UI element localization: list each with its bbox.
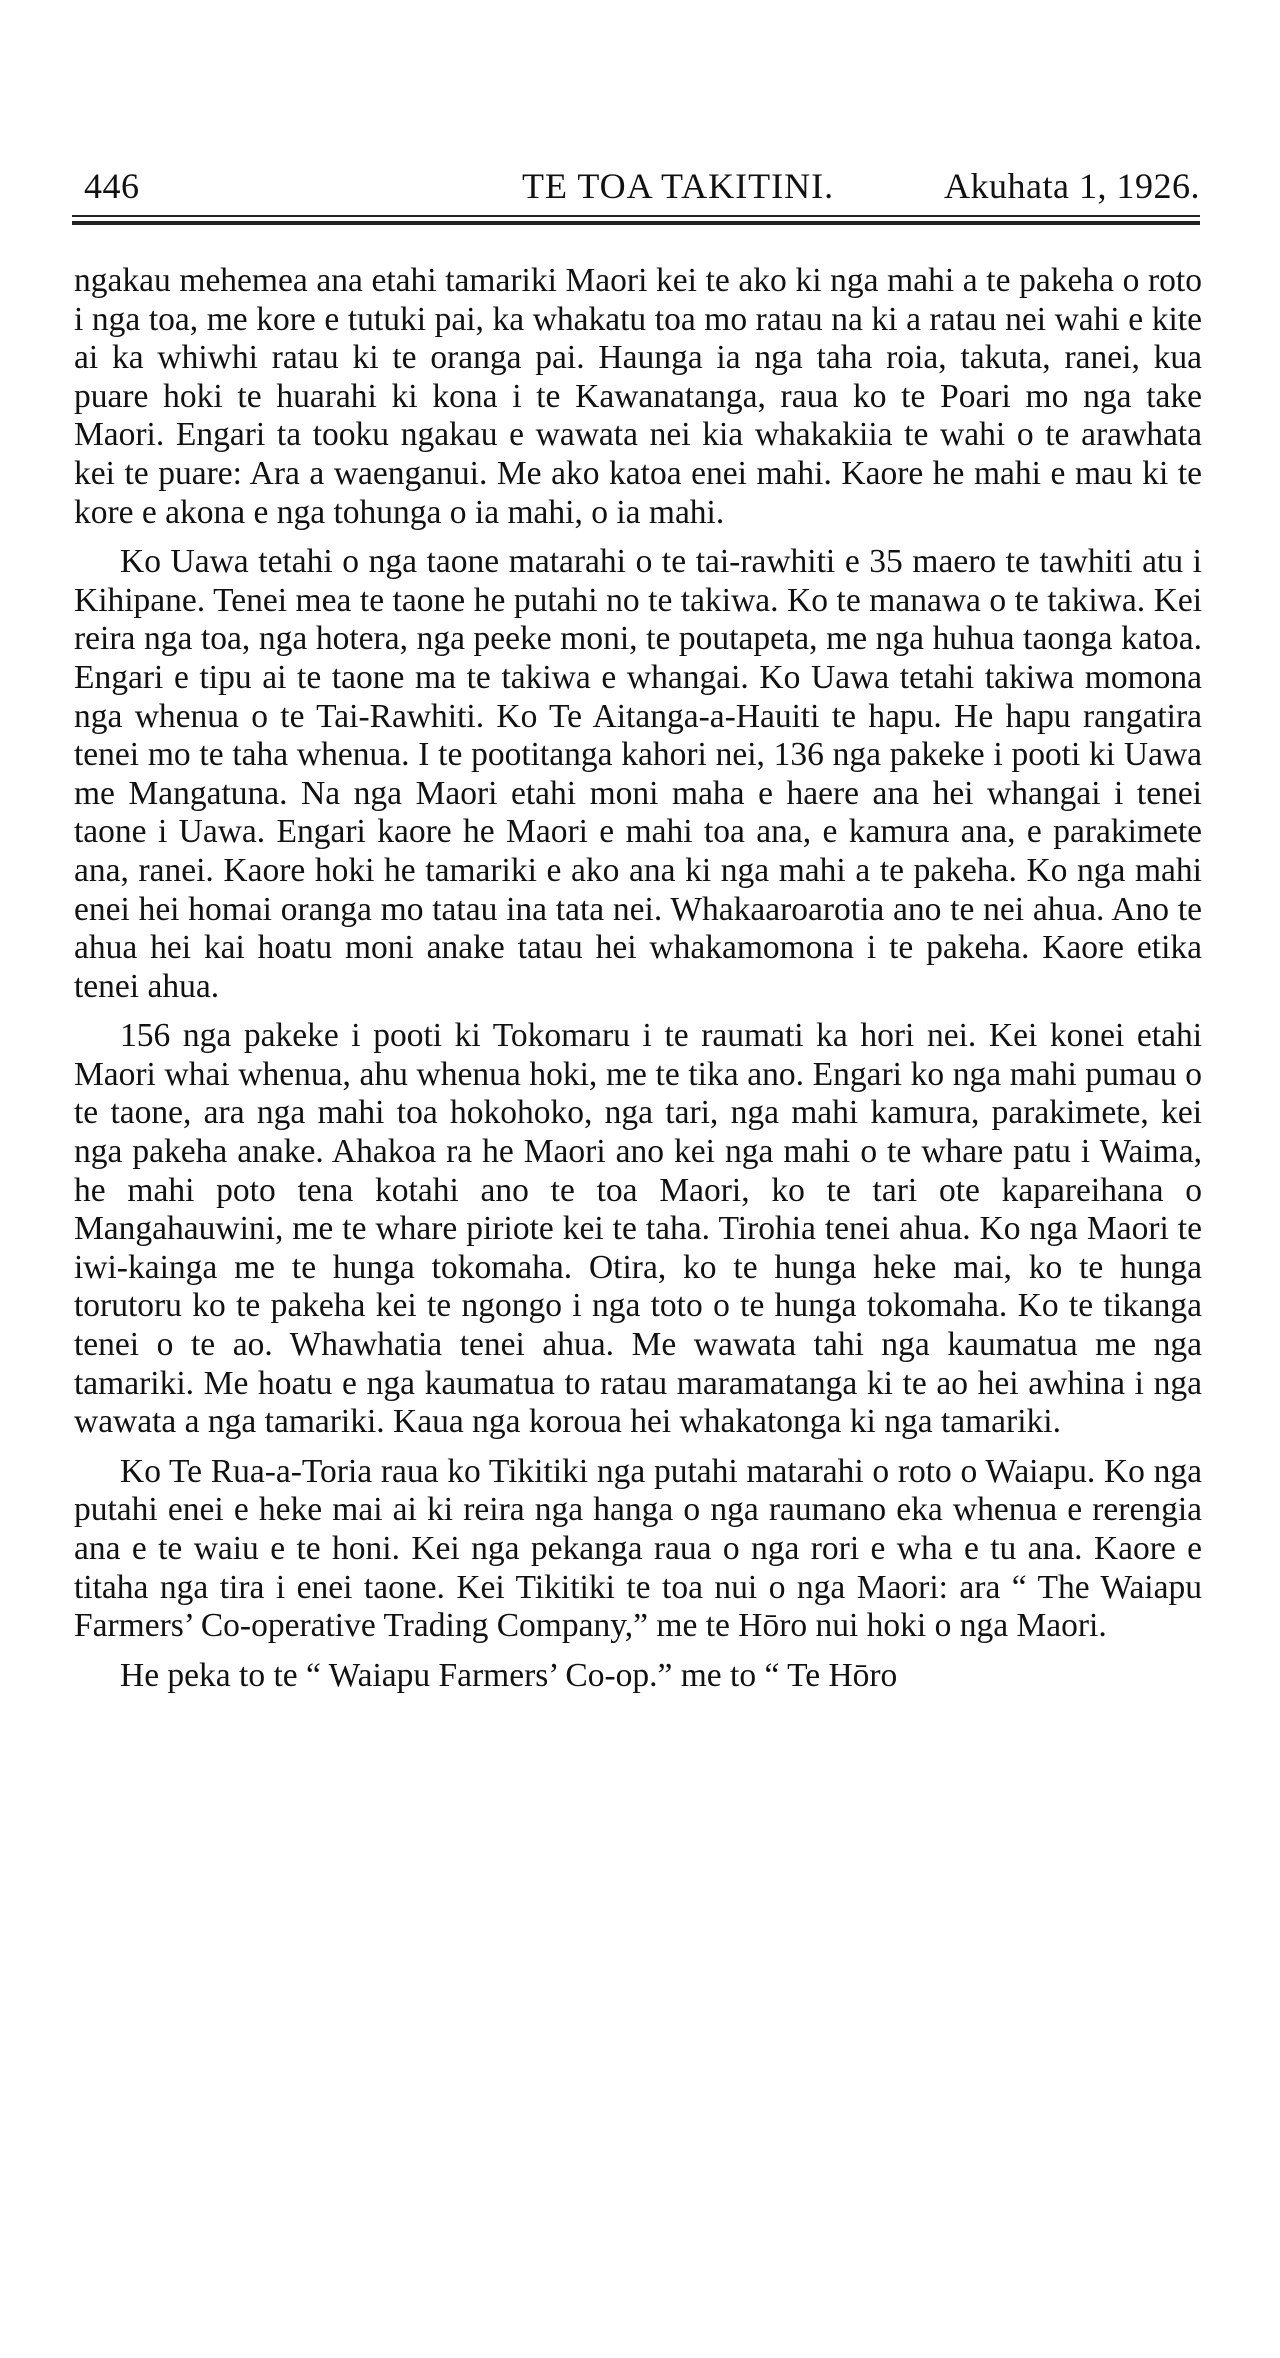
page-number: 446 [84,166,140,206]
header-rule-thick [72,221,1200,225]
paragraph-uawa: Ko Uawa tetahi o nga taone matarahi o te tai-rawhiti e 35 maero te tawhiti atu i Kihipane. Tenei mea te taone he putahi no te takiwa. Ko te manawa o te takiwa. Kei reira nga toa, nga hotera, nga peeke moni, te poutapeta, me nga huhua taonga katoa. Engari e tipu ai te taone ma te takiwa e whangai. Ko Uawa tetahi takiwa momona nga whenua o te Tai-Rawhiti. Ko Te Aitanga-a-Hauiti te hapu. He hapu rangatira tenei mo te taha whenua. I te pootitanga kahori nei, 136 nga pakeke i pooti ki Uawa me Mangatuna. Na nga Maori etahi moni maha e haere ana hei whangai i tenei taone i Uawa. Engari kaore he Maori e mahi toa ana, e kamura ana, e parakimete ana, ranei. Kaore hoki he tamariki e ako ana ki nga mahi a te pakeha. Ko nga mahi enei hei homai oranga mo tatau ina tata nei. Whakaaroarotia ano te nei ahua. Ano te ahua hei kai hoatu moni anake tatau hei whakamomona i te pakeha. Kaore etika tenei ahua. [74,543,1202,1005]
paragraph-continued: ngakau mehemea ana etahi tamariki Maori kei te ako ki nga mahi a te pakeha o roto i nga toa, me kore e tutuki pai, ka whakatu toa mo ratau na ki a ratau nei wahi e kite ai ka whiwhi ratau ki te oranga pai. Haunga ia nga taha roia, takuta, ranei, kua puare hoki te huarahi ki kona i te Kawanatanga, raua ko te Poari mo nga take Maori. Engari ta tooku ngakau e wawata nei kia whakakiia te wahi o te arawhata kei te puare: Ara a waenganui. Me ako katoa enei mahi. Kaore he mahi e mau ki te kore e akona e nga tohunga o ia mahi, o ia mahi. [74,262,1202,531]
paragraph-peka: He peka to te “ Waiapu Farmers’ Co-op.” me to “ Te Hōro [120,1656,898,1694]
running-header [72,160,1200,212]
journal-title: TE TOA TAKITINI. [522,166,835,206]
article-body [74,262,1202,1706]
paragraph-tokomaru: 156 nga pakeke i pooti ki Tokomaru i te raumati ka hori nei. Kei konei etahi Maori whai whenua, ahu whenua hoki, me te tika ano. Engari ko nga mahi pumau o te taone, ara nga mahi toa hokohoko, nga tari, nga mahi kamura, parakimete, kei nga pakeha anake. Ahakoa ra he Maori ano kei nga mahi o te whare patu i Waima, he mahi poto tena kotahi ano te toa Maori, ko te tari ote kapareihana o Mangahauwini, me te whare piriote kei te taha. Tirohia tenei ahua. Ko nga Maori te iwi-kainga me te hunga tokomaha. Otira, ko te hunga heke mai, ko te hunga torutoru ko te pakeha kei te ngongo i nga toto o te hunga tokomaha. Ko te tikanga tenei o te ao. Whawhatia tenei ahua. Me wawata tahi nga kaumatua me nga tamariki. Me hoatu e nga kaumatua to ratau maramatanga ki te ao hei awhina i nga wawata a nga tamariki. Kaua nga koroua hei whakatonga ki nga tamariki. [74,1017,1202,1441]
issue-date: Akuhata 1, 1926. [944,166,1200,206]
paragraph-waiapu: Ko Te Rua-a-Toria raua ko Tikitiki nga putahi matarahi o roto o Waiapu. Ko nga putahi enei e heke mai ai ki reira nga hanga o nga raumano eka whenua e rerengia ana e te waiu e te honi. Kei nga pekanga raua o nga rori e wha e tu ana. Kaore e titaha nga tira i enei taone. Kei Tikitiki te toa nui o nga Maori: ara “ The Waiapu Farmers’ Co-operative Trading Company,” me te Hōro nui hoki o nga Maori. [74,1452,1202,1645]
header-rule-thin [72,215,1200,217]
